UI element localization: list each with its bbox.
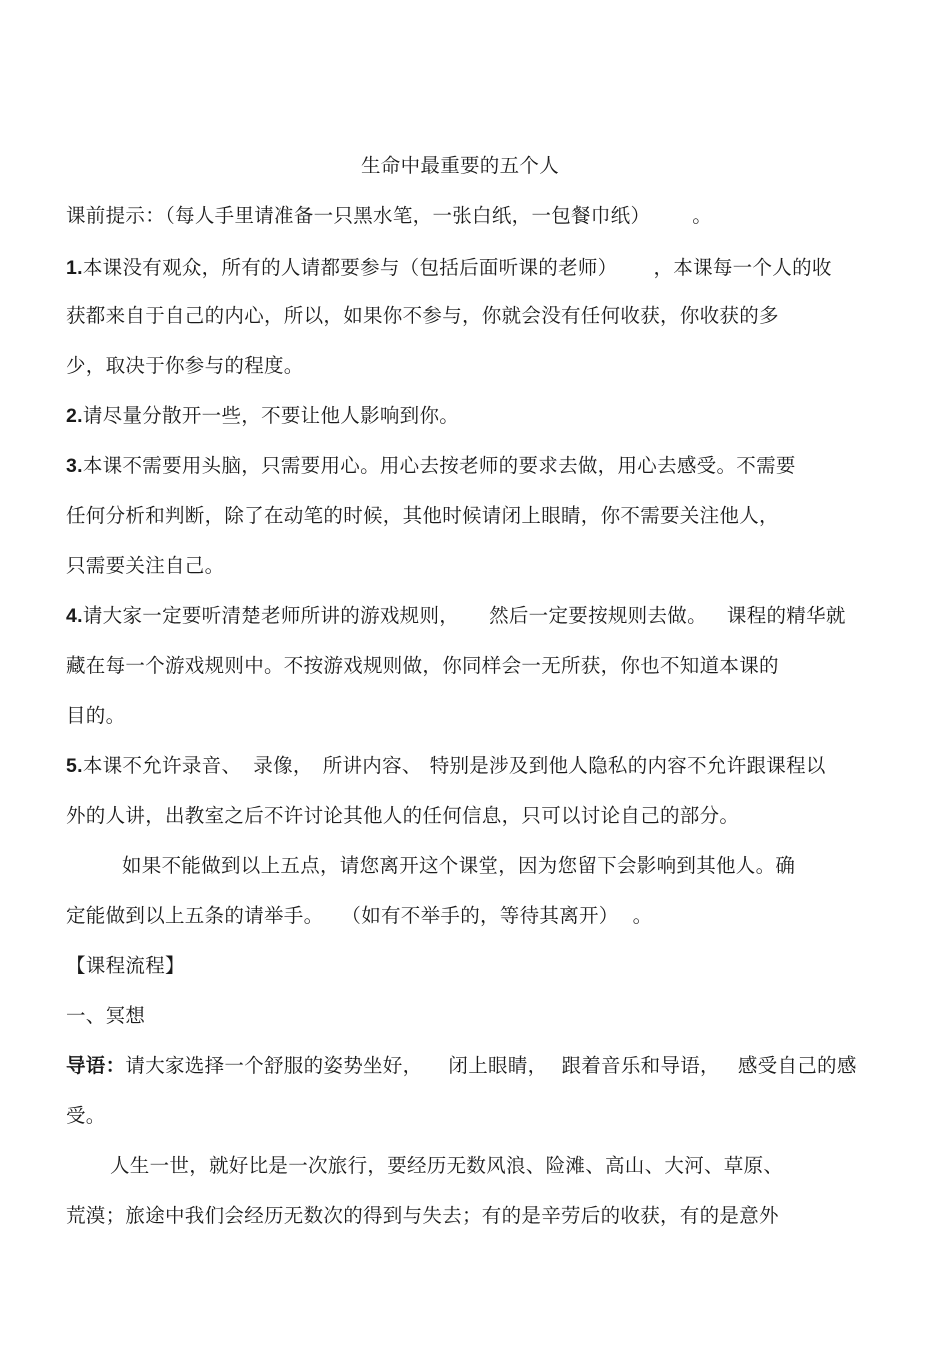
paragraph-line-2: 荒漠；旅途中我们会经历无数次的得到与失去；有的是辛劳后的收获，有的是意外 [66,1204,779,1227]
guide-text-a: 请大家选择一个舒服的姿势坐好， [125,1054,423,1077]
rule-4-number: 4. [66,605,83,627]
rule-3-number: 3. [66,455,83,477]
rule-4-text-a: 请大家一定要听清楚老师所讲的游戏规则， [82,604,460,627]
rule-5-number: 5. [66,755,83,777]
rule-5-text-b: 录像， [253,754,313,777]
closing-line-1: 如果不能做到以上五点，请您离开这个课堂，因为您留下会影响到其他人。确 [122,854,796,877]
rule-4-text-c: 课程的精华就 [726,604,846,627]
intro-text: 课前提示：（每人手里请准备一只黑水笔，一张白纸，一包餐巾纸） [66,204,651,227]
rule-1-text-b: ，本课每一个人的收 [653,256,832,279]
rule-5-text-d: 特别是涉及到他人隐私的内容不允许跟课程以 [429,754,826,777]
rule-3-line-3: 只需要关注自己。 [66,554,225,577]
rule-2-text: 请尽量分散开一些，不要让他人影响到你。 [82,404,460,427]
rule-1-number: 1. [66,257,83,279]
rule-5-text-a: 本课不允许录音、 [82,754,242,777]
rule-5-text-c: 所讲内容、 [322,754,422,777]
rule-2-line-1 [66,403,459,429]
section-heading-1: 一、冥想 [66,1004,146,1027]
rule-1-line-1 [66,255,832,281]
intro-end: 。 [692,204,713,227]
rule-2-number: 2. [66,405,83,427]
guide-text-b: 闭上眼睛， [448,1054,548,1077]
rule-4-text-b: 然后一定要按规则去做。 [489,604,707,627]
closing-text-a: 定能做到以上五条的请举手。 [66,904,324,927]
closing-text-b: （如有不举手的，等待其离开） [341,904,619,927]
closing-line-2 [66,903,652,929]
rule-3-text-1: 本课不需要用头脑，只需要用心。用心去按老师的要求去做，用心去感受。不需要 [82,454,796,477]
rule-4-line-1 [66,603,846,629]
flow-heading: 【课程流程】 [66,954,185,977]
rule-5-line-1 [66,753,826,779]
closing-text-c: 。 [632,904,653,927]
intro-line [66,203,712,229]
paragraph-line-1: 人生一世，就好比是一次旅行，要经历无数风浪、险滩、高山、大河、草原、 [110,1154,784,1177]
rule-3-line-2: 任何分析和判断，除了在动笔的时候，其他时候请闭上眼睛，你不需要关注他人， [66,504,779,527]
guide-text-c: 跟着音乐和导语， [561,1054,720,1077]
guide-text-d: 感受自己的感 [737,1054,857,1077]
rule-1-line-2: 获都来自于自己的内心，所以，如果你不参与，你就会没有任何收获，你收获的多 [66,304,779,327]
document-title: 生命中最重要的五个人 [361,154,560,177]
guide-line-2: 受。 [66,1104,106,1127]
rule-1-line-3: 少，取决于你参与的程度。 [66,354,304,377]
rule-5-line-2: 外的人讲，出教室之后不许讨论其他人的任何信息，只可以讨论自己的部分。 [66,804,740,827]
guide-line-1 [66,1053,857,1079]
rule-4-line-2: 藏在每一个游戏规则中。不按游戏规则做，你同样会一无所获，你也不知道本课的 [66,654,779,677]
rule-3-line-1 [66,453,796,479]
rule-4-line-3: 目的。 [66,704,126,727]
rule-1-text-a: 本课没有观众，所有的人请都要参与（包括后面听课的老师） [82,256,618,279]
guide-label: 导语： [66,1054,126,1077]
